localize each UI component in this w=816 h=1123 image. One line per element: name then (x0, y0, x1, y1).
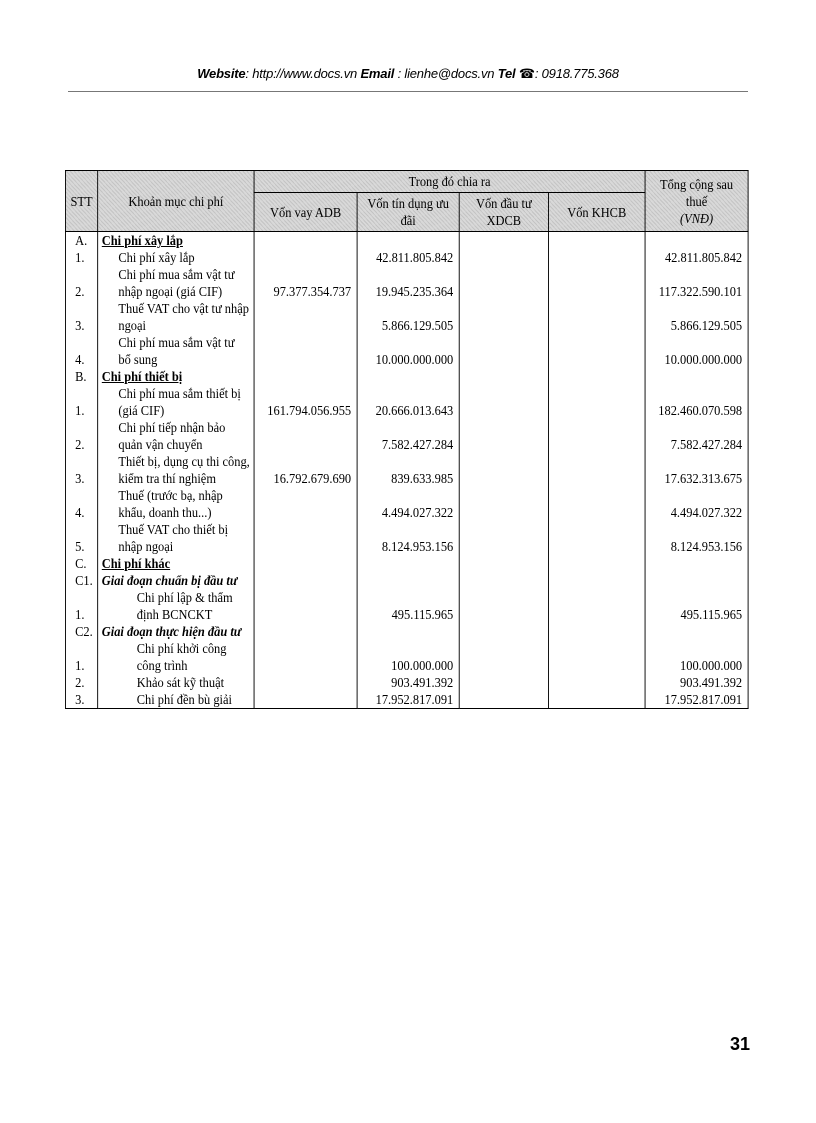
table-row (65, 623, 748, 640)
cell-credit: 5.866.129.505 (357, 300, 459, 334)
cell-xdcb (459, 266, 548, 300)
cell-xdcb (459, 419, 548, 453)
cell-stt: A. (65, 232, 97, 250)
cell-item: Chi phí khởi công công trình (98, 640, 254, 674)
cell-khcb (548, 368, 645, 385)
table-row (65, 453, 748, 487)
cell-item: Thuế (trước bạ, nhập khẩu, doanh thu...) (98, 487, 254, 521)
cell-khcb (548, 521, 645, 555)
cell-credit: 7.582.427.284 (357, 419, 459, 453)
cell-total: 10.000.000.000 (645, 334, 748, 368)
cell-khcb (548, 691, 645, 709)
cell-credit: 17.952.817.091 (357, 691, 459, 709)
cell-stt: 4. (65, 487, 97, 521)
cell-stt: B. (65, 368, 97, 385)
cell-khcb (548, 232, 645, 250)
cell-credit: 100.000.000 (357, 640, 459, 674)
table-row (65, 368, 748, 385)
cell-xdcb (459, 453, 548, 487)
cell-total: 182.460.070.598 (645, 385, 748, 419)
header-stt: STT (65, 171, 97, 232)
cell-item: Thuế VAT cho thiết bị nhập ngoại (98, 521, 254, 555)
cell-xdcb (459, 555, 548, 572)
table-body (65, 232, 748, 709)
cell-khcb (548, 589, 645, 623)
cell-stt: C2. (65, 623, 97, 640)
table-row (65, 385, 748, 419)
header-total-unit: (VNĐ) (680, 210, 714, 226)
cell-adb (254, 300, 357, 334)
cell-stt: 1. (65, 385, 97, 419)
cell-item: Khảo sát kỹ thuật (98, 674, 254, 691)
cell-item: Chi phí mua sắm vật tư bổ sung (98, 334, 254, 368)
cell-total: 4.494.027.322 (645, 487, 748, 521)
cell-stt: 1. (65, 589, 97, 623)
cell-total: 100.000.000 (645, 640, 748, 674)
cell-item: Chi phí đền bù giải (98, 691, 254, 709)
cell-adb (254, 334, 357, 368)
cell-adb: 16.792.679.690 (254, 453, 357, 487)
cell-stt: C. (65, 555, 97, 572)
cell-xdcb (459, 589, 548, 623)
cell-stt: 4. (65, 334, 97, 368)
cell-total: 117.322.590.101 (645, 266, 748, 300)
cell-xdcb (459, 674, 548, 691)
cell-credit: 19.945.235.364 (357, 266, 459, 300)
header-credit: Vốn tín dụng ưu đãi (357, 193, 459, 232)
cell-stt: 3. (65, 300, 97, 334)
table-row (65, 300, 748, 334)
cell-adb (254, 368, 357, 385)
header-khcb: Vốn KHCB (548, 193, 645, 232)
tel-label: Tel (497, 66, 516, 81)
cell-credit: 20.666.013.643 (357, 385, 459, 419)
header-total (645, 171, 748, 232)
table-row (65, 572, 748, 589)
table-row (65, 521, 748, 555)
cell-xdcb (459, 572, 548, 589)
cell-item: Giai đoạn thực hiện đầu tư (98, 623, 254, 640)
phone-icon: ☎ (518, 66, 535, 81)
cell-total (645, 623, 748, 640)
cell-credit: 839.633.985 (357, 453, 459, 487)
cell-khcb (548, 419, 645, 453)
header-total-label: Tổng cộng sau thuế (660, 176, 734, 209)
table-row (65, 232, 748, 250)
cell-khcb (548, 572, 645, 589)
cell-item: Chi phí mua sắm thiết bị (giá CIF) (98, 385, 254, 419)
cell-xdcb (459, 521, 548, 555)
cell-adb (254, 589, 357, 623)
header-xdcb: Vốn đầu tư XDCB (459, 193, 548, 232)
cell-credit (357, 368, 459, 385)
cell-xdcb (459, 640, 548, 674)
cell-adb: 97.377.354.737 (254, 266, 357, 300)
website-label: Website (197, 66, 246, 81)
cell-stt: 1. (65, 249, 97, 266)
cell-total: 17.632.313.675 (645, 453, 748, 487)
budget-table (65, 170, 749, 709)
cell-stt: C1. (65, 572, 97, 589)
cell-stt: 3. (65, 691, 97, 709)
table-row (65, 555, 748, 572)
cell-adb (254, 640, 357, 674)
cell-stt: 2. (65, 419, 97, 453)
cell-adb (254, 691, 357, 709)
cell-khcb (548, 334, 645, 368)
cell-xdcb (459, 334, 548, 368)
cell-khcb (548, 674, 645, 691)
cell-xdcb (459, 623, 548, 640)
cell-stt: 1. (65, 640, 97, 674)
cell-credit: 4.494.027.322 (357, 487, 459, 521)
cell-xdcb (459, 487, 548, 521)
header-adb: Vốn vay ADB (254, 193, 357, 232)
cell-khcb (548, 266, 645, 300)
cell-adb (254, 419, 357, 453)
page-number: 31 (730, 1034, 751, 1054)
cell-adb (254, 232, 357, 250)
cell-total: 8.124.953.156 (645, 521, 748, 555)
cell-xdcb (459, 385, 548, 419)
cell-credit (357, 623, 459, 640)
cell-stt: 3. (65, 453, 97, 487)
cell-xdcb (459, 249, 548, 266)
email-value: : lienhe@docs.vn (397, 66, 495, 81)
cell-adb (254, 572, 357, 589)
cell-stt: 2. (65, 266, 97, 300)
table-row (65, 691, 748, 709)
cell-adb (254, 487, 357, 521)
header-item: Khoản mục chi phí (98, 171, 254, 232)
cell-xdcb (459, 691, 548, 709)
cell-total (645, 232, 748, 250)
cell-credit (357, 232, 459, 250)
cell-item: Giai đoạn chuẩn bị đầu tư (98, 572, 254, 589)
website-value: : http://www.docs.vn (245, 66, 358, 81)
table-row (65, 487, 748, 521)
table-row (65, 589, 748, 623)
cell-khcb (548, 453, 645, 487)
cell-item: Chi phí mua sắm vật tư nhập ngoại (giá CIF) (98, 266, 254, 300)
cell-khcb (548, 249, 645, 266)
table-row (65, 266, 748, 300)
cell-xdcb (459, 232, 548, 250)
cell-credit: 8.124.953.156 (357, 521, 459, 555)
cell-item: Chi phí xây lắp (98, 249, 254, 266)
email-label: Email (360, 66, 395, 81)
cell-item: Chi phí tiếp nhận bảo quản vận chuyển (98, 419, 254, 453)
cell-item: Chi phí khác (98, 555, 254, 572)
cell-total (645, 368, 748, 385)
cell-credit: 42.811.805.842 (357, 249, 459, 266)
header-group: Trong đó chia ra (254, 171, 645, 193)
cell-total: 7.582.427.284 (645, 419, 748, 453)
cell-credit: 903.491.392 (357, 674, 459, 691)
cell-total (645, 555, 748, 572)
cell-credit: 10.000.000.000 (357, 334, 459, 368)
cell-total: 903.491.392 (645, 674, 748, 691)
header-divider (68, 91, 748, 92)
cell-credit (357, 572, 459, 589)
cell-stt: 5. (65, 521, 97, 555)
cell-credit (357, 555, 459, 572)
cell-stt: 2. (65, 674, 97, 691)
cell-total: 495.115.965 (645, 589, 748, 623)
cell-total: 42.811.805.842 (645, 249, 748, 266)
table-row (65, 249, 748, 266)
table-header (65, 171, 748, 232)
cell-khcb (548, 300, 645, 334)
cell-adb (254, 555, 357, 572)
tel-value: : 0918.775.368 (534, 66, 619, 81)
cell-total: 17.952.817.091 (645, 691, 748, 709)
cell-xdcb (459, 300, 548, 334)
cell-credit: 495.115.965 (357, 589, 459, 623)
cell-item: Chi phí lập & thẩm định BCNCKT (98, 589, 254, 623)
cell-khcb (548, 555, 645, 572)
cell-item: Chi phí thiết bị (98, 368, 254, 385)
table-row (65, 419, 748, 453)
cell-khcb (548, 623, 645, 640)
cell-item: Chi phí xây lắp (98, 232, 254, 250)
table-row (65, 334, 748, 368)
cell-khcb (548, 385, 645, 419)
page-header (68, 66, 748, 82)
cell-xdcb (459, 368, 548, 385)
table-row (65, 640, 748, 674)
cell-adb (254, 521, 357, 555)
cell-total (645, 572, 748, 589)
cell-khcb (548, 487, 645, 521)
cell-adb (254, 674, 357, 691)
cell-adb (254, 249, 357, 266)
cell-adb (254, 623, 357, 640)
cell-total: 5.866.129.505 (645, 300, 748, 334)
cell-adb: 161.794.056.955 (254, 385, 357, 419)
cell-item: Thuế VAT cho vật tư nhập ngoại (98, 300, 254, 334)
cell-item: Thiết bị, dụng cụ thi công, kiểm tra thí nghiệm (98, 453, 254, 487)
cell-khcb (548, 640, 645, 674)
table-row (65, 674, 748, 691)
